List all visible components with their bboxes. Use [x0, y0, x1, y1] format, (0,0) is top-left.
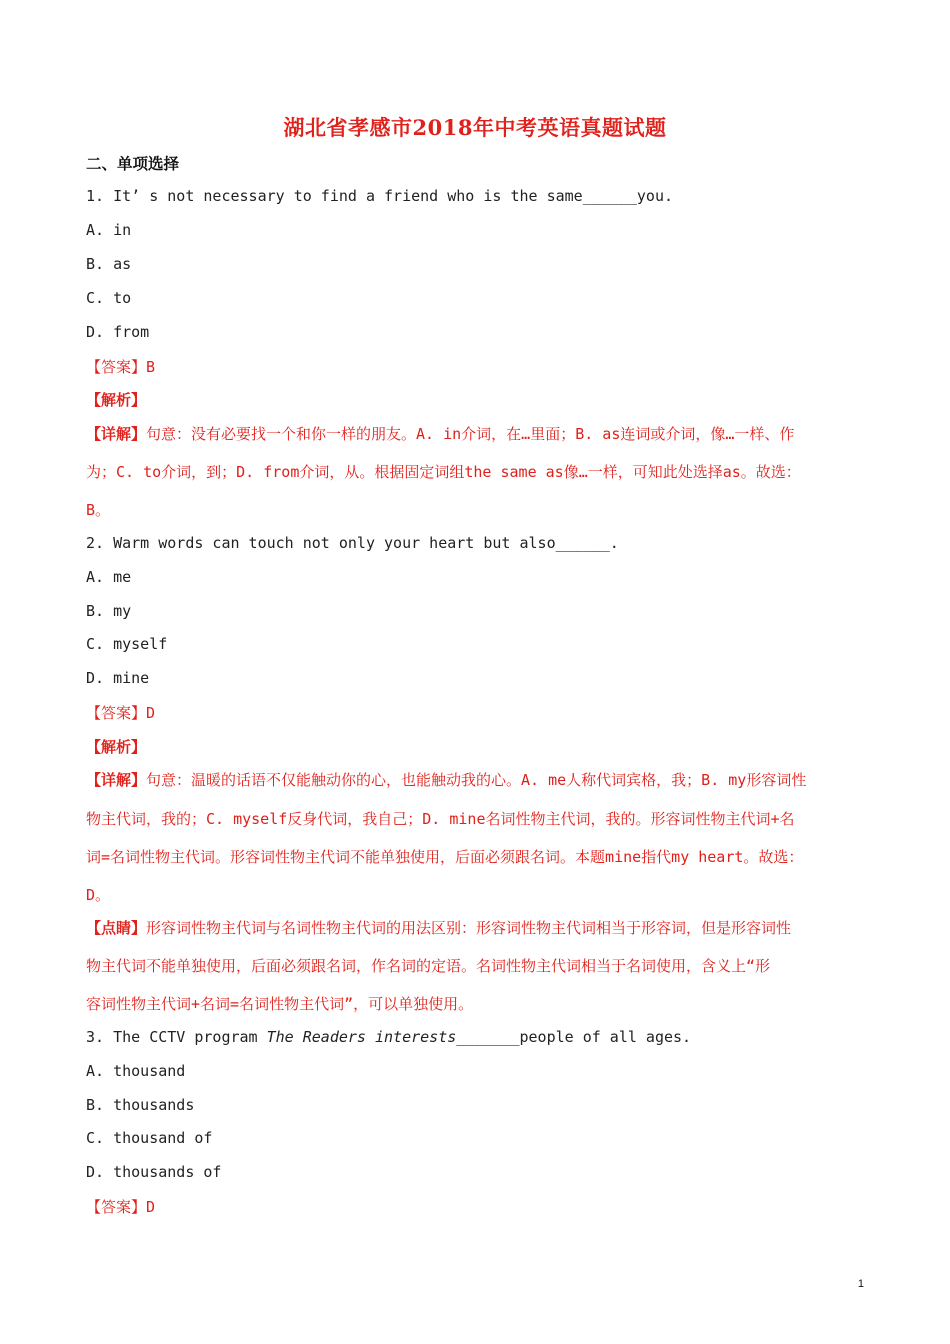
detail-text: 句意：没有必要找一个和你一样的朋友。A. in介词，在…里面；B. as连词或介词，像…一样、作	[146, 425, 795, 443]
q1-analysis-tag: 【解析】	[86, 391, 147, 409]
q1-detail-line: 为；C. to介词，到；D. from介词，从。根据固定词组the same as像…一样，可知此处选择as。故选：	[86, 463, 801, 481]
answer-value: B	[146, 358, 156, 376]
q2-option-b: B. my	[86, 602, 132, 620]
answer-value: D	[146, 1198, 156, 1216]
q3-option-d: D. thousands of	[86, 1163, 222, 1181]
tip-text: 形容词性物主代词与名词性物主代词的用法区别：形容词性物主代词相当于形容词，但是形容词性	[146, 919, 792, 937]
q2-detail-line	[86, 769, 806, 790]
answer-tag: 【答案】	[86, 704, 147, 722]
detail-text: 句意：温暖的话语不仅能触动你的心，也能触动我的心。A. me人称代词宾格，我；B. my形容词性	[146, 771, 807, 789]
detail-tag: 【详解】	[86, 425, 147, 443]
q2-detail-line: 词=名词性物主代词。形容词性物主代词不能单独使用，后面必须跟名词。本题mine指代my heart。故选：	[86, 848, 804, 866]
q2-tip-line: 容词性物主代词+名词=名词性物主代词”，可以单独使用。	[86, 995, 474, 1013]
q3-stem-start: 3. The CCTV program	[86, 1028, 267, 1046]
q3-program-name: The Readers interests	[266, 1028, 457, 1046]
q3-stem-end: _______people of all ages.	[456, 1028, 692, 1046]
q2-option-c: C. myself	[86, 635, 168, 653]
q1-detail-line	[86, 423, 794, 444]
tip-tag: 【点睛】	[86, 919, 147, 937]
q2-analysis-tag: 【解析】	[86, 738, 147, 756]
q3-answer	[86, 1196, 155, 1217]
q2-option-a: A. me	[86, 568, 132, 586]
section-heading: 二、单项选择	[86, 154, 180, 173]
q1-stem: 1. It’ s not necessary to find a friend who is the same______you.	[86, 187, 673, 205]
q1-option-b: B. as	[86, 255, 132, 273]
answer-value: D	[146, 704, 156, 722]
q3-stem	[86, 1028, 691, 1046]
q2-tip-line: 物主代词不能单独使用，后面必须跟名词，作名词的定语。名词性物主代词相当于名词使用，含义上“形	[86, 957, 771, 975]
answer-tag: 【答案】	[86, 1198, 147, 1216]
q2-detail-line: D。	[86, 886, 111, 904]
q1-option-a: A. in	[86, 221, 132, 239]
q2-stem: 2. Warm words can touch not only your heart but also______.	[86, 534, 619, 552]
q1-option-c: C. to	[86, 289, 132, 307]
q2-tip-line	[86, 917, 791, 938]
q2-detail-line: 物主代词，我的；C. myself反身代词，我自己；D. mine名词性物主代词，我的。形容词性物主代词+名	[86, 810, 795, 828]
page-number: 1	[857, 1278, 864, 1290]
q3-option-c: C. thousand of	[86, 1129, 213, 1147]
detail-tag: 【详解】	[86, 771, 147, 789]
q1-option-d: D. from	[86, 323, 150, 341]
q1-answer	[86, 356, 155, 377]
page-title: 湖北省孝感市2018年中考英语真题试题	[283, 115, 667, 140]
q2-answer	[86, 702, 155, 723]
q3-option-a: A. thousand	[86, 1062, 186, 1080]
answer-tag: 【答案】	[86, 358, 147, 376]
q3-option-b: B. thousands	[86, 1096, 195, 1114]
q1-detail-line: B。	[86, 501, 111, 519]
q2-option-d: D. mine	[86, 669, 150, 687]
